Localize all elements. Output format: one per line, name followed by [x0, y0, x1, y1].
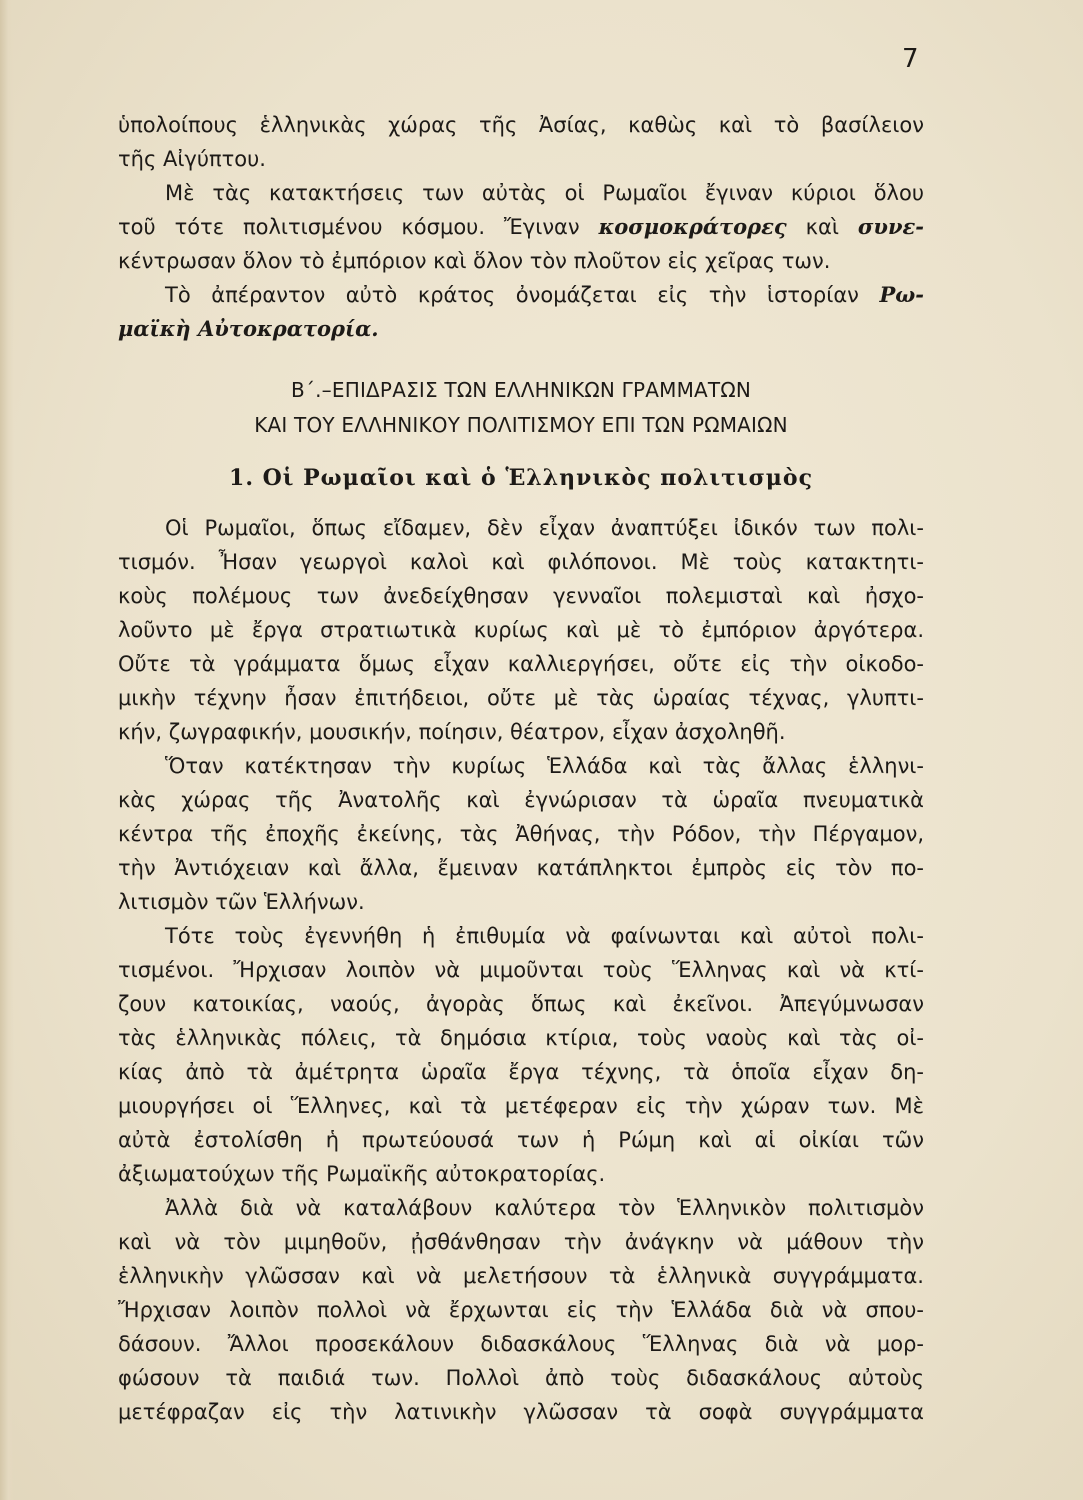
- paragraph: [118, 511, 924, 749]
- text-line: ζουν κατοικίας, ναούς, ἀγορὰς ὅπως καὶ ἐκεῖνοι. Ἀπεγύμνωσαν: [118, 992, 924, 1016]
- paragraph-continued: [118, 108, 924, 176]
- text-line: Οἱ Ρωμαῖοι, ὅπως εἴδαμεν, δὲν εἶχαν ἀναπτύξει ἰδικόν των πολι-: [165, 516, 924, 540]
- text-line: [118, 278, 924, 312]
- paragraph: [118, 278, 924, 346]
- emphasized-term: μαϊκὴ Αὐτοκρατορία.: [118, 316, 379, 341]
- emphasized-term: Ρω-: [879, 282, 924, 307]
- text-line: τὰς ἑλληνικὰς πόλεις, τὰ δημόσια κτίρια, τοὺς ναοὺς καὶ τὰς οἰ-: [118, 1026, 924, 1050]
- page-binding-edge: [0, 0, 14, 1500]
- text-line: Ἤρχισαν λοιπὸν πολλοὶ νὰ ἔρχωνται εἰς τὴν Ἑλλάδα διὰ νὰ σπου-: [118, 1298, 924, 1322]
- text-line: Τότε τοὺς ἐγεννήθη ἡ ἐπιθυμία νὰ φαίνωνται καὶ αὐτοὶ πολι-: [165, 924, 924, 948]
- text-line: λιτισμὸν τῶν Ἑλλήνων.: [118, 890, 365, 914]
- text-line: τὴν Ἀντιόχειαν καὶ ἄλλα, ἔμειναν κατάπληκτοι ἐμπρὸς εἰς τὸν πο-: [118, 856, 924, 880]
- text-line: μετέφραζαν εἰς τὴν λατινικὴν γλῶσσαν τὰ σοφὰ συγγράμματα: [118, 1400, 924, 1424]
- text-line: [118, 210, 924, 244]
- emphasized-term: συνε-: [857, 214, 924, 239]
- section-heading-line: ΚΑΙ ΤΟΥ ΕΛΛΗΝΙΚΟΥ ΠΟΛΙΤΙΣΜΟΥ ΕΠΙ ΤΩΝ ΡΩΜΑΙΩΝ: [254, 413, 788, 437]
- subsection-title: 1. Οἱ Ρωμαῖοι καὶ ὁ Ἑλληνικὸς πολιτισμὸς: [229, 465, 813, 491]
- text-line: [118, 312, 924, 346]
- text-run: Τὸ ἀπέραντον αὐτὸ κράτος ὀνομάζεται εἰς τὴν ἱστορίαν: [165, 283, 880, 307]
- text-line: τισμόν. Ἦσαν γεωργοὶ καλοὶ καὶ φιλόπονοι. Μὲ τοὺς κατακτητι-: [118, 550, 924, 574]
- text-line: μικὴν τέχνην ἦσαν ἐπιτήδειοι, οὔτε μὲ τὰς ὡραίας τέχνας, γλυπτι-: [118, 686, 924, 710]
- text-line: ἑλληνικὴν γλῶσσαν καὶ νὰ μελετήσουν τὰ ἑλληνικὰ συγγράμματα.: [118, 1264, 924, 1288]
- page-body: [118, 108, 924, 1429]
- emphasized-term: κοσμοκράτορες: [598, 214, 787, 239]
- page-number: 7: [902, 44, 919, 74]
- section-heading-line: Β΄.–ΕΠΙΔΡΑΣΙΣ ΤΩΝ ΕΛΛΗΝΙΚΩΝ ΓΡΑΜΜΑΤΩΝ: [291, 378, 751, 402]
- paragraph: [118, 749, 924, 919]
- text-line: κέντρα τῆς ἐποχῆς ἐκείνης, τὰς Ἀθήνας, τὴν Ρόδον, τὴν Πέργαμον,: [118, 822, 924, 846]
- text-line: Ὅταν κατέκτησαν τὴν κυρίως Ἑλλάδα καὶ τὰς ἄλλας ἑλληνι-: [165, 754, 924, 778]
- text-line: κοὺς πολέμους των ἀνεδείχθησαν γενναῖοι πολεμισταὶ καὶ ἠσχο-: [118, 584, 924, 608]
- text-run: καὶ: [786, 215, 858, 239]
- text-line: αὐτὰ ἐστολίσθη ἡ πρωτεύουσά των ἡ Ρώμη καὶ αἱ οἰκίαι τῶν: [118, 1128, 924, 1152]
- text-line: ὑπολοίπους ἑλληνικὰς χώρας τῆς Ἀσίας, καθὼς καὶ τὸ βασίλειον: [118, 113, 924, 137]
- text-line: Μὲ τὰς κατακτήσεις των αὐτὰς οἱ Ρωμαῖοι ἔγιναν κύριοι ὅλου: [165, 181, 924, 205]
- text-line: κήν, ζωγραφικήν, μουσικήν, ποίησιν, θέατρον, εἶχαν ἀσχοληθῆ.: [118, 720, 786, 744]
- text-line: μιουργήσει οἱ Ἕλληνες, καὶ τὰ μετέφεραν εἰς τὴν χώραν των. Μὲ: [118, 1094, 924, 1118]
- text-line: τισμένοι. Ἤρχισαν λοιπὸν νὰ μιμοῦνται τοὺς Ἕλληνας καὶ νὰ κτί-: [118, 958, 924, 982]
- text-line: Οὔτε τὰ γράμματα ὅμως εἶχαν καλλιεργήσει, οὔτε εἰς τὴν οἰκοδο-: [118, 652, 924, 676]
- text-line: φώσουν τὰ παιδιά των. Πολλοὶ ἀπὸ τοὺς διδασκάλους αὐτοὺς: [118, 1366, 924, 1390]
- text-line: δάσουν. Ἄλλοι προσεκάλουν διδασκάλους Ἕλληνας διὰ νὰ μορ-: [118, 1332, 924, 1356]
- paragraph: [118, 919, 924, 1191]
- text-line: Ἀλλὰ διὰ νὰ καταλάβουν καλύτερα τὸν Ἑλληνικὸν πολιτισμὸν: [165, 1196, 924, 1220]
- text-line: τῆς Αἰγύπτου.: [118, 147, 266, 171]
- text-line: κίας ἀπὸ τὰ ἀμέτρητα ὡραῖα ἔργα τέχνης, τὰ ὁποῖα εἶχαν δη-: [118, 1060, 924, 1084]
- text-line: λοῦντο μὲ ἔργα στρατιωτικὰ κυρίως καὶ μὲ τὸ ἐμπόριον ἀργότερα.: [118, 618, 924, 642]
- section-heading: [118, 373, 924, 443]
- text-line: κέντρωσαν ὅλον τὸ ἐμπόριον καὶ ὅλον τὸν πλοῦτον εἰς χεῖρας των.: [118, 249, 831, 273]
- section-body: [118, 511, 924, 1429]
- paragraph: [118, 176, 924, 278]
- text-line: ἀξιωματούχων τῆς Ρωμαϊκῆς αὐτοκρατορίας.: [118, 1162, 606, 1186]
- paragraph-continues: [118, 1191, 924, 1429]
- text-run: τοῦ τότε πολιτισμένου κόσμου. Ἔγιναν: [118, 215, 599, 239]
- text-line: καὶ νὰ τὸν μιμηθοῦν, ᾐσθάνθησαν τὴν ἀνάγκην νὰ μάθουν τὴν: [118, 1230, 924, 1254]
- text-line: κὰς χώρας τῆς Ἀνατολῆς καὶ ἐγνώρισαν τὰ ὡραῖα πνευματικὰ: [118, 788, 924, 812]
